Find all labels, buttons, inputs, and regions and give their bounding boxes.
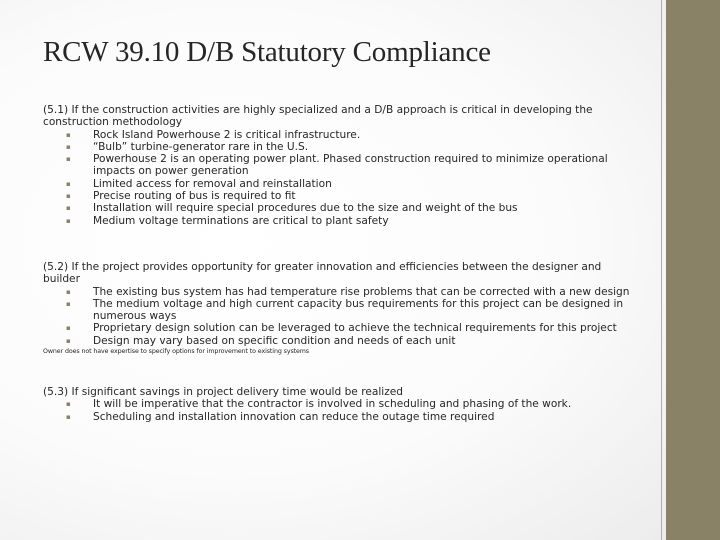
section-5-2-note: Owner does not have expertise to specify options for improvement to existing systems [43, 348, 309, 356]
list-item [43, 178, 633, 190]
list-item [43, 322, 633, 334]
accent-sidebar [666, 0, 720, 540]
list-item-text: Proprietary design solution can be leveraged to achieve the technical requirements for this project [93, 322, 617, 335]
bullet-icon: ▪ [66, 216, 71, 225]
list-item [43, 190, 633, 202]
bullet-icon: ▪ [66, 179, 71, 188]
list-item [43, 286, 633, 298]
bullet-icon: ▪ [66, 192, 71, 201]
list-item [43, 215, 633, 227]
slide-title: RCW 39.10 D/B Statutory Compliance [43, 36, 491, 68]
bullet-icon: ▪ [66, 412, 71, 421]
list-item-text: It will be imperative that the contractor is involved in scheduling and phasing of the work. [93, 398, 572, 411]
list-item-text: Powerhouse 2 is an operating power plant. Phased construction required to minimize operational impacts on power generation [93, 153, 608, 178]
bullet-icon: ▪ [66, 324, 71, 333]
list-item [43, 141, 633, 153]
list-item [43, 153, 633, 178]
section-5-3-list [43, 398, 633, 423]
list-item-text: Limited access for removal and reinstallation [93, 177, 332, 190]
bullet-icon: ▪ [66, 400, 71, 409]
bullet-icon: ▪ [66, 142, 71, 151]
section-5-1-heading: (5.1) If the construction activities are highly specialized and a D/B approach is critical in developing the construction methodology [43, 104, 593, 129]
section-5-1-list [43, 129, 633, 227]
section-5-2-heading: (5.2) If the project provides opportunity for greater innovation and efficiencies between the designer and builder [43, 260, 602, 286]
section-5-3-heading: (5.3) If significant savings in project delivery time would be realized [43, 386, 404, 399]
list-item-text: The medium voltage and high current capacity bus requirements for this project can be designed in numerous ways [93, 297, 624, 323]
list-item [43, 298, 633, 323]
list-item [43, 335, 633, 347]
section-5-2-list [43, 286, 633, 347]
bullet-icon: ▪ [66, 287, 71, 296]
list-item [43, 202, 633, 214]
bullet-icon: ▪ [66, 336, 71, 345]
bullet-icon: ▪ [66, 204, 71, 213]
list-item-text: Precise routing of bus is required to fit [93, 190, 296, 203]
list-item-text: Rock Island Powerhouse 2 is critical infrastructure. [93, 128, 361, 141]
list-item-text: Installation will require special procedures due to the size and weight of the bus [93, 202, 518, 215]
slide-content [43, 104, 633, 423]
sidebar-divider [661, 0, 662, 540]
list-item [43, 398, 633, 410]
list-item-text: Design may vary based on specific condition and needs of each unit [93, 334, 456, 347]
list-item [43, 129, 633, 141]
list-item-text: Medium voltage terminations are critical to plant safety [93, 214, 389, 227]
list-item-text: Scheduling and installation innovation can reduce the outage time required [93, 410, 495, 423]
bullet-icon: ▪ [66, 155, 71, 164]
bullet-icon: ▪ [66, 130, 71, 139]
list-item-text: The existing bus system has had temperature rise problems that can be corrected with a new design [93, 285, 630, 298]
list-item-text: “Bulb” turbine-generator rare in the U.S. [93, 140, 309, 153]
list-item [43, 411, 633, 423]
bullet-icon: ▪ [66, 299, 71, 308]
